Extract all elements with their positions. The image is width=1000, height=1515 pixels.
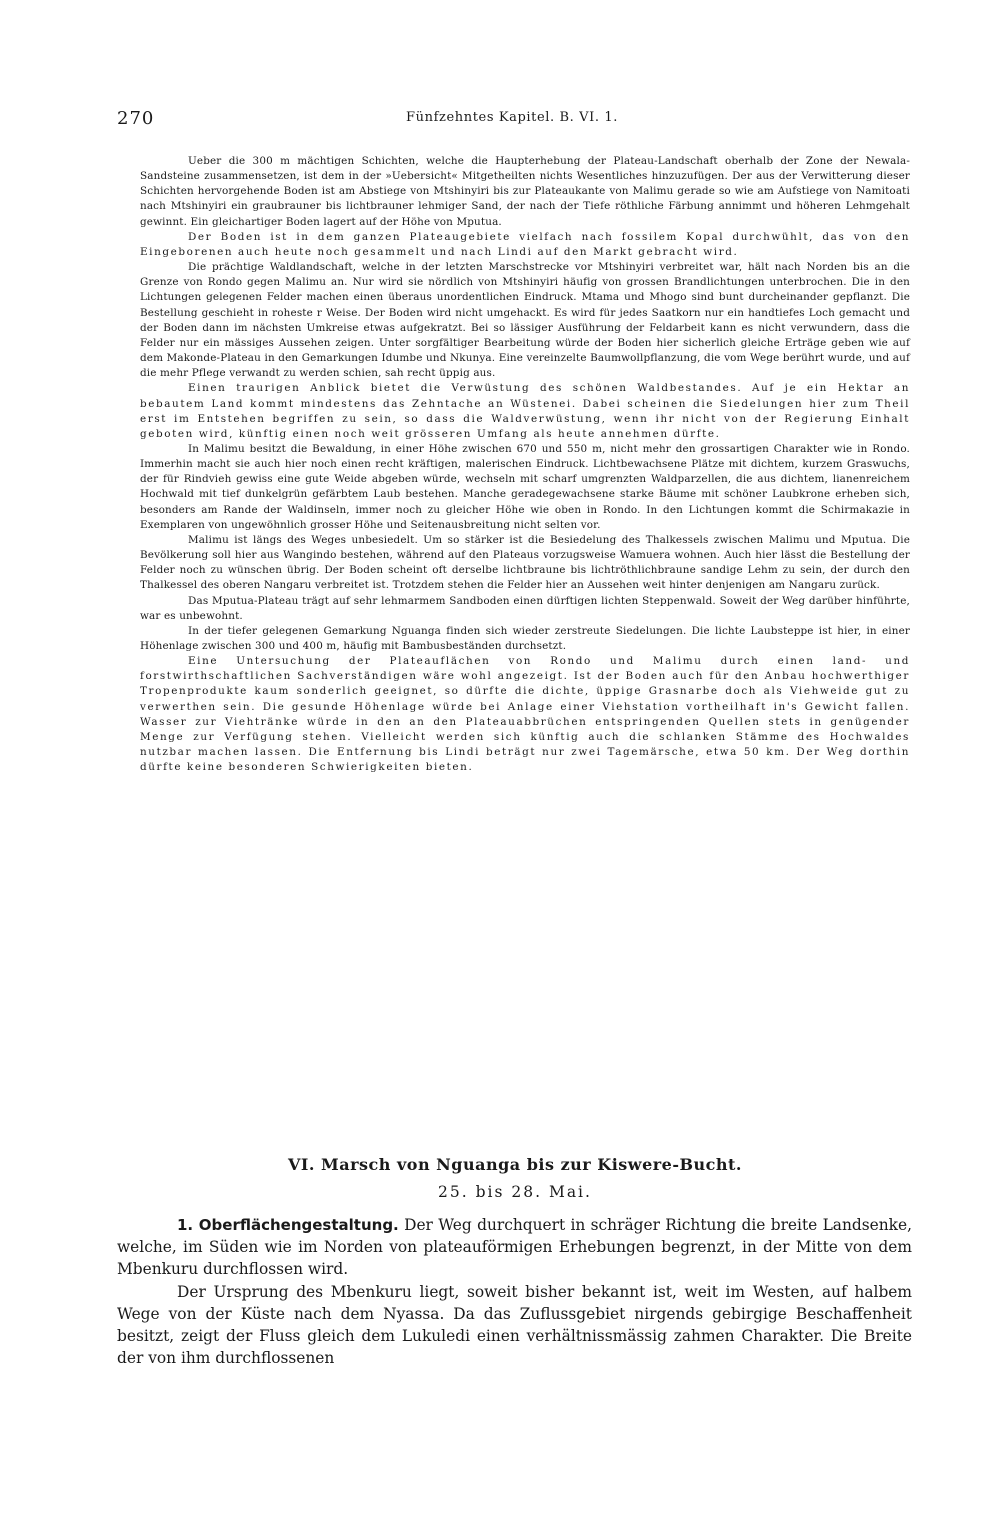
section-title: VI. Marsch von Nguanga bis zur Kiswere-Bucht. [288, 1155, 742, 1174]
page-number: 270 [117, 108, 155, 129]
paragraph-malimu-forest: In Malimu besitzt die Bewaldung, in einer Höhe zwischen 670 und 550 m, nicht mehr den grossartigen Charakter wie in Rondo. Immerhin macht sie auch hier noch einen recht kräftigen, malerischen Eindruck. Lichtbewachsene Plätze mit dichtem, kurzem Graswuchs, der für Rindvieh gewiss eine gute Weide abgeben würde, wechseln mit scharf umgrenzten Waldparzellen, die aus dichtem, lianenreichem Hochwald mit tief dunkelgrün gefärbtem Laub bestehen. Manche geradegewachsene starke Bäume mit schöner Laubkrone erheben sich, besonders am Rande der Waldinseln, immer noch zu gleicher Höhe wie oben in Rondo. In den Lichtungen kommt die Schirmakazie in Exemplaren von ungewöhnlich grosser Höhe und Seitenausbreitung nicht selten vor. [140, 442, 910, 531]
paragraph-forest-landscape: Die prächtige Waldlandschaft, welche in der letzten Marschstrecke vor Mtshinyiri verbreitet war, hält nach Norden bis an die Grenze von Rondo gegen Malimu an. Nur wird sie nördlich von Mtshinyiri häufig von grossen Brandlichtungen unterbrochen. Die in den Lichtungen gelegenen Felder machen einen überaus unordentlichen Eindruck. Mtama und Mhogo sind bunt durcheinander gepflanzt. Die Bestellung geschieht in roheste r Weise. Der Boden wird nicht umgehackt. Es wird für jedes Saatkorn nur ein handtiefes Loch gemacht und der Boden dann im nächsten Umkreise etwas aufgekratzt. Bei so lässiger Ausführung der Feldarbeit kann es nicht verwundern, dass die Felder nur ein mässiges Aussehen zeigen. Unter sorgfältiger Bearbeitung würde der Boden hier sicherlich gleiche Erträge geben wie auf dem Makonde-Plateau in den Gemarkungen Idumbe und Nkunya. Eine vereinzelte Baumwollpflanzung, die vom Wege berührt wurde, und auf die mehr Pflege verwandt zu werden schien, sah recht üppig aus. [140, 261, 910, 380]
paragraph-mputua-plateau: Das Mputua-Plateau trägt auf sehr lehmarmem Sandboden einen dürftigen lichten Steppenwald. Soweit der Weg darüber hinführte, war es unbewohnt. [140, 594, 910, 622]
page-header [117, 108, 907, 134]
paragraph-soil-layers: Ueber die 300 m mächtigen Schichten, welche die Haupterhebung der Plateau-Landschaft oberhalb der Zone der Newala-Sandsteine zusammensetzen, ist dem in der »Uebersicht« Mitgetheilten nichts Wesentliches hinzuzufügen. Der aus der Verwitterung dieser Schichten hervorgehende Boden ist am Abstiege von Mtshinyiri bis zur Plateaukante von Malimu gerade so wie am Aufstiege von Namitoati nach Mtshinyiri ein graubrauner bis lichtbrauner lehmiger Sand, der nach der Tiefe röthliche Färbung annimmt und höheren Lehmgehalt gewinnt. Ein gleichartiger Boden lagert auf der Höhe von Mputua. [140, 155, 910, 228]
paragraph-nguanga: In der tiefer gelegenen Gemarkung Nguanga finden sich wieder zerstreute Siedelungen. Die lichte Laubsteppe ist hier, in einer Höhenlage zwischen 300 und 400 m, häufig mit Bambusbeständen durchsetzt. [140, 624, 910, 652]
running-head: Fünfzehntes Kapitel. B. VI. 1. [406, 110, 618, 125]
paragraph-mbenkuru-origin: Der Ursprung des Mbenkuru liegt, soweit bisher bekannt ist, weit im Westen, auf halbem Wege von der Küste nach dem Nyassa. Da das Zuflussgebiet nirgends gebirgige Beschaffenheit besitzt, zeigt der Fluss gleich dem Lukuledi einen verhältnissmässig zahmen Charakter. Die Breite der von ihm durchflossenen [117, 1282, 912, 1368]
small-print-block [140, 154, 910, 775]
paragraph-malimu-settlement: Malimu ist längs des Weges unbesiedelt. Um so stärker ist die Besiedelung des Thalkessels zwischen Malimu und Mputua. Die Bevölkerung soll hier aus Wangindo bestehen, während auf den Plateaus vorzugsweise Wamuera wohnen. Auch hier lässt die Bestellung der Felder noch zu wünschen übrig. Der Boden scheint oft derselbe lichtbraune bis lichtröthlichbraune sandige Lehm zu sein, der durch den Thalkessel des oberen Nangaru verbreitet ist. Trotzdem stehen die Felder hier an Aussehen weit hinter denjenigen am Nangaru zurück. [140, 533, 910, 592]
paragraph-surface-shape-text: Der Weg durchquert in schräger Richtung die breite Landsenke, welche, im Süden wie im Norden von plateauförmigen Erhebungen begrenzt, in der Mitte von dem Mbenkuru durchflossen wird. [117, 1216, 912, 1279]
section-dates: 25. bis 28. Mai. [438, 1183, 592, 1201]
subsection-heading: 1. Oberflächengestaltung. [177, 1216, 399, 1234]
paragraph-forest-devastation: Einen traurigen Anblick bietet die Verwüstung des schönen Waldbestandes. Auf je ein Hektar an bebautem Land kommt mindestens das Zehntache an Wüstenei. Dabei scheinen die Siedelungen hier zum Theil erst im Entstehen begriffen zu sein, so dass die Waldverwüstung, wenn ihr nicht von der Regierung Einhalt geboten wird, künftig einen noch weit grösseren Umfang als heute annehmen dürfte. [140, 382, 910, 440]
paragraph-surface-shape [117, 1214, 912, 1281]
paragraph-kopal: Der Boden ist in dem ganzen Plateaugebiete vielfach nach fossilem Kopal durchwühlt, das von den Eingeborenen auch heute noch gesammelt und nach Lindi auf den Markt gebracht wird. [140, 230, 910, 258]
main-text-block [117, 1214, 912, 1369]
paragraph-survey-recommendation: Eine Untersuchung der Plateauflächen von Rondo und Malimu durch einen land- und forstwirthschaftlichen Sachverständigen wäre wohl angezeigt. Ist der Boden auch für den Anbau hochwerthiger Tropenprodukte kaum sonderlich geeignet, so dürfte die dichte, üppige Grasnarbe doch als Viehweide gut zu verwerthen sein. Die gesunde Höhenlage würde bei Anlage einer Viehstation vortheilhaft in's Gewicht fallen. Wasser zur Viehtränke würde in den an den Plateauabbrüchen entspringenden Quellen stets in genügender Menge zur Verfügung stehen. Vielleicht werden sich künftig auch die schlanken Stämme des Hochwaldes nutzbar machen lassen. Die Entfernung bis Lindi beträgt nur zwei Tagemärsche, etwa 50 km. Der Weg dorthin dürfte keine besonderen Schwierigkeiten bieten. [140, 655, 910, 774]
